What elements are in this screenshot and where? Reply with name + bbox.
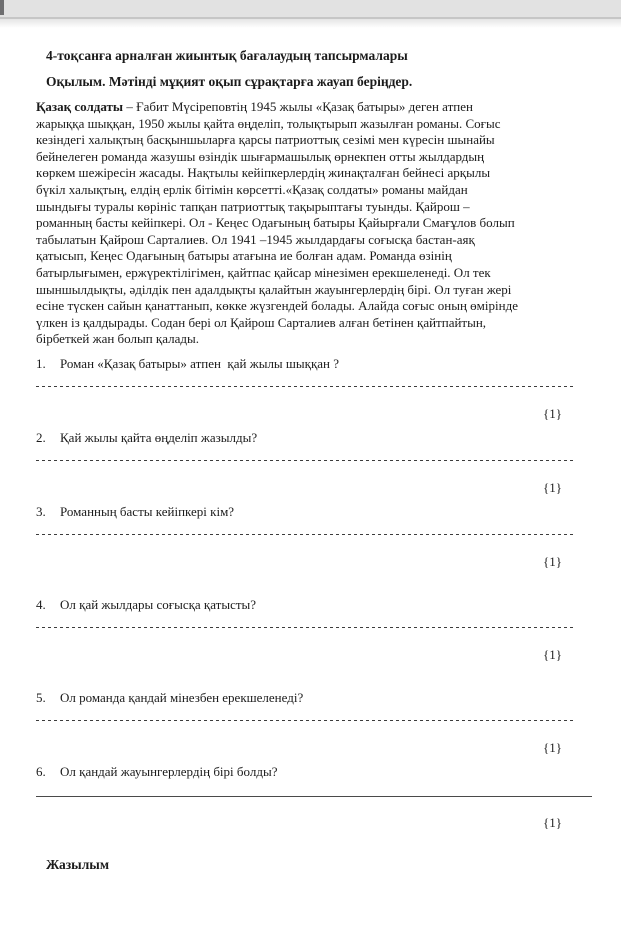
reading-passage bbox=[36, 99, 594, 348]
passage-line: үлкен із қалдырады. Содан бері ол Қайрош Сарталиев алған бетінен қайтпайтын, bbox=[36, 314, 487, 330]
passage-line: бірбеткей жан болып қалады. bbox=[36, 331, 199, 347]
points-badge: {1} bbox=[543, 553, 562, 569]
answer-line bbox=[36, 460, 576, 462]
passage-line: романның басты кейіпкері. Ол - Кеңес Одағының батыры Қайырғали Смағұлов болып bbox=[36, 215, 515, 231]
question-text: Ол қандай жауынгерлердің бірі болды? bbox=[60, 763, 278, 779]
passage-line: жарыққа шыққан, 1950 жылы қайта өңделіп, толықтырып жазылған романы. Соғыс bbox=[36, 115, 501, 131]
points-badge: {1} bbox=[543, 479, 562, 495]
question-number: 2. bbox=[36, 429, 46, 445]
top-bar bbox=[0, 0, 621, 19]
window-edge bbox=[0, 0, 4, 15]
answer-line bbox=[36, 386, 576, 388]
question-text: Роман «Қазақ батыры» атпен қай жылы шыққан ? bbox=[60, 355, 340, 371]
passage-line: бүкіл халықтың, елдің ерлік бітімін көрсетті.«Қазақ солдаты» романы майдан bbox=[36, 181, 468, 197]
passage-line: шындығы туралы көрініс тапқан патриоттық тақырыптағы туынды. Қайрош – bbox=[36, 198, 470, 214]
questions-list bbox=[36, 355, 594, 831]
points-badge: {1} bbox=[543, 739, 562, 755]
points-badge: {1} bbox=[543, 814, 562, 830]
question-block-5 bbox=[36, 689, 594, 756]
passage-line: бейнелеген романда жазушы өзіндік шығармашылық өрнекпен отты жылдардың bbox=[36, 148, 485, 164]
question-block-1 bbox=[36, 355, 594, 422]
question-number: 3. bbox=[36, 503, 46, 519]
question-block-2 bbox=[36, 429, 594, 496]
question-block-6 bbox=[36, 763, 594, 831]
answer-line bbox=[36, 534, 576, 536]
page-subtitle: Оқылым. Мәтінді мұқият оқып сұрақтарға жауап беріңдер. bbox=[46, 74, 413, 89]
question-number: 5. bbox=[36, 689, 46, 705]
passage-line: шыншылдықты, әділдік пен адалдықты қалайтын жауынгерлердің бірі. Ол туған жері bbox=[36, 281, 512, 297]
top-bar-shadow bbox=[0, 19, 621, 28]
answer-line bbox=[36, 720, 576, 722]
question-text: Қай жылы қайта өңделіп жазылды? bbox=[60, 429, 258, 445]
passage-line: көркем шежіресін жасады. Нақтылы кейіпкерлердің жинақталған бейнесі арқылы bbox=[36, 165, 491, 181]
question-text: Ол романда қандай мінезбен ерекшеленеді? bbox=[60, 689, 304, 705]
question-number: 1. bbox=[36, 355, 46, 371]
passage-line: батырлығымен, ержүректілігімен, қайтпас қайсар мінезімен ерекшеленеді. Ол тек bbox=[36, 264, 491, 280]
passage-line: есіне түскен сайын қанаттанып, көкке жүзгендей болады. Алайда соғыс оның өмірінде bbox=[36, 298, 518, 314]
writing-section-heading: Жазылым bbox=[46, 856, 110, 872]
passage-line: қатысып, Кеңес Одағының батыры атағына ие болған адам. Романда өзінің bbox=[36, 248, 452, 264]
question-number: 6. bbox=[36, 763, 46, 779]
passage-lead-bold: Қазақ солдаты bbox=[36, 99, 124, 114]
points-badge: {1} bbox=[543, 405, 562, 421]
page-title: 4-тоқсанға арналған жиынтық бағалаудың тапсырмалары bbox=[46, 48, 408, 63]
question-block-3 bbox=[36, 503, 594, 570]
question-text: Ол қай жылдары соғысқа қатысты? bbox=[60, 596, 257, 612]
passage-line: кезіндегі халықтың басқыншыларға қарсы патриоттық сезімі мен күресін шынайы bbox=[36, 132, 495, 148]
question-number: 4. bbox=[36, 596, 46, 612]
answer-line bbox=[36, 796, 592, 797]
question-text: Романның басты кейіпкері кім? bbox=[60, 503, 235, 519]
passage-line bbox=[36, 99, 594, 116]
points-badge: {1} bbox=[543, 646, 562, 662]
question-block-4 bbox=[36, 596, 594, 663]
passage-line: табылатын Қайрош Сарталиев. Ол 1941 –1945 жылдардағы соғысқа бастан-аяқ bbox=[36, 231, 475, 247]
answer-line bbox=[36, 627, 576, 629]
passage-line-text: – Ғабит Мүсіреповтің 1945 жылы «Қазақ батыры» деген атпен bbox=[123, 99, 473, 114]
document-page bbox=[0, 28, 621, 873]
